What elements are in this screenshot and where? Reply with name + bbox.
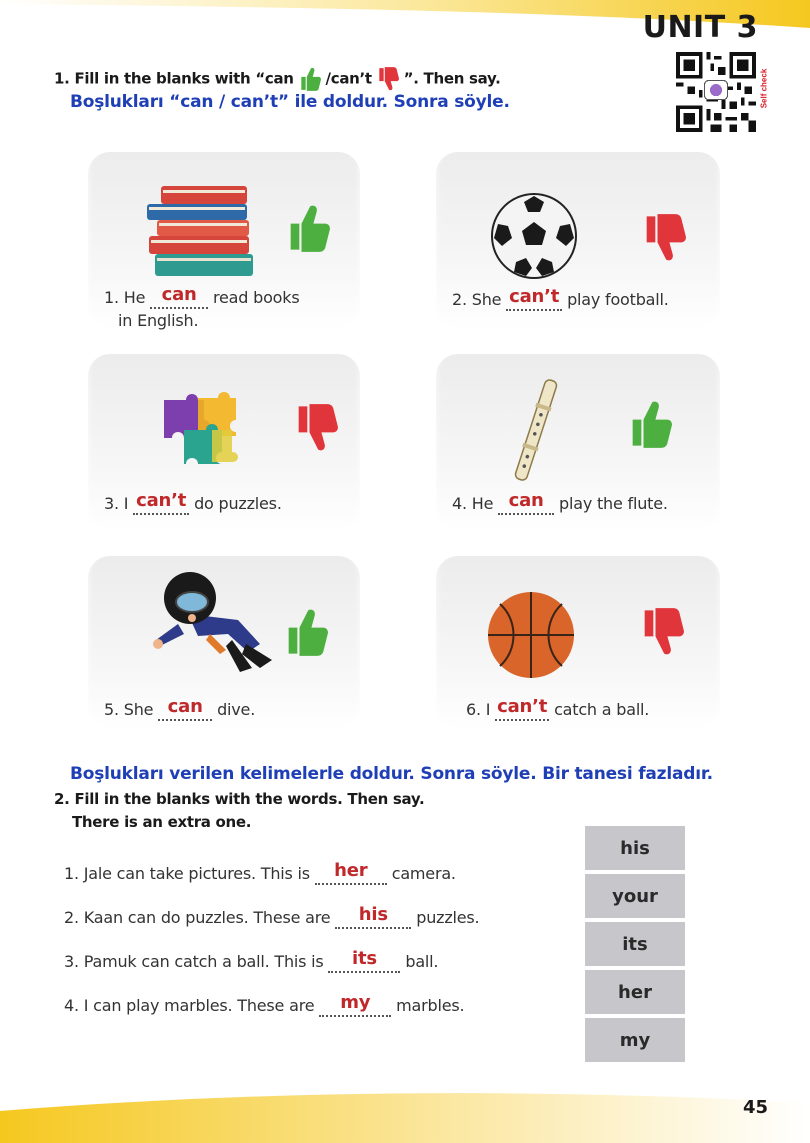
word-bank-item[interactable]: her bbox=[585, 970, 685, 1014]
puzzle-icon bbox=[154, 390, 250, 470]
diver-icon bbox=[148, 564, 278, 674]
word-bank-item[interactable]: its bbox=[585, 922, 685, 966]
thumbs-down-icon bbox=[642, 212, 686, 264]
thumbs-up-icon bbox=[284, 606, 328, 658]
word-bank bbox=[585, 826, 685, 1066]
card-5 bbox=[88, 556, 360, 732]
self-check-label: Self check bbox=[759, 68, 769, 109]
bottom-wave-decoration bbox=[0, 1073, 810, 1143]
word-bank-item[interactable]: your bbox=[585, 874, 685, 918]
answer-blank[interactable]: can bbox=[150, 288, 208, 309]
exercise1-item-3: 3. I can’t do puzzles. bbox=[104, 490, 282, 513]
basketball-icon bbox=[486, 590, 576, 680]
exercise2-item-4: 4. I can play marbles. These are my marbles. bbox=[64, 992, 465, 1015]
word-bank-item[interactable]: my bbox=[585, 1018, 685, 1062]
flute-icon bbox=[506, 374, 566, 486]
thumbs-up-icon bbox=[628, 398, 672, 450]
answer-blank[interactable]: her bbox=[315, 864, 387, 885]
exercise2-item-2: 2. Kaan can do puzzles. These are his puzzles. bbox=[64, 904, 480, 927]
exercise1-item-6: 6. I can’t catch a ball. bbox=[466, 696, 650, 719]
exercise1-item-2: 2. She can’t play football. bbox=[452, 286, 669, 309]
card-1 bbox=[88, 152, 360, 332]
books-icon bbox=[143, 180, 263, 280]
thumbs-down-icon bbox=[377, 66, 399, 92]
page-number: 45 bbox=[742, 1097, 768, 1118]
card-6 bbox=[436, 556, 720, 732]
exercise2-instruction-en-line2: There is an extra one. bbox=[72, 813, 252, 831]
card-4 bbox=[436, 354, 720, 534]
answer-blank[interactable]: his bbox=[335, 908, 411, 929]
answer-blank[interactable]: can bbox=[158, 700, 212, 721]
exercise2-instruction-en-line1: 2. Fill in the blanks with the words. Then say. bbox=[54, 790, 425, 808]
thumbs-down-icon bbox=[640, 606, 684, 658]
answer-blank[interactable]: can’t bbox=[506, 290, 562, 311]
unit-title: UNIT 3 bbox=[642, 10, 758, 45]
answer-blank[interactable]: can’t bbox=[495, 700, 549, 721]
thumbs-up-icon bbox=[299, 66, 321, 92]
answer-blank[interactable]: my bbox=[319, 996, 391, 1017]
card-2 bbox=[436, 152, 720, 332]
qr-code-icon[interactable] bbox=[676, 52, 756, 132]
exercise1-item-1-line2: in English. bbox=[118, 311, 199, 330]
word-bank-item[interactable]: his bbox=[585, 826, 685, 870]
thumbs-down-icon bbox=[294, 402, 338, 454]
exercise2-instruction-tr: Boşlukları verilen kelimelerle doldur. Sonra söyle. Bir tanesi fazladır. bbox=[70, 764, 713, 784]
exercise1-instruction-en: 1. Fill in the blanks with “can /can’t ”. Then say. bbox=[54, 66, 501, 92]
exercise2-item-3: 3. Pamuk can catch a ball. This is its ball. bbox=[64, 948, 439, 971]
answer-blank[interactable]: can’t bbox=[133, 494, 189, 515]
football-icon bbox=[490, 192, 578, 280]
exercise1-instruction-tr: Boşlukları “can / can’t” ile doldur. Sonra söyle. bbox=[70, 92, 510, 112]
exercise1-item-5: 5. She can dive. bbox=[104, 696, 256, 719]
exercise1-item-4: 4. He can play the flute. bbox=[452, 490, 668, 513]
answer-blank[interactable]: can bbox=[498, 494, 554, 515]
thumbs-up-icon bbox=[286, 202, 330, 254]
exercise2-item-1: 1. Jale can take pictures. This is her camera. bbox=[64, 860, 456, 883]
answer-blank[interactable]: its bbox=[328, 952, 400, 973]
card-3 bbox=[88, 354, 360, 534]
exercise1-item-1: 1. He can read books bbox=[104, 284, 300, 307]
